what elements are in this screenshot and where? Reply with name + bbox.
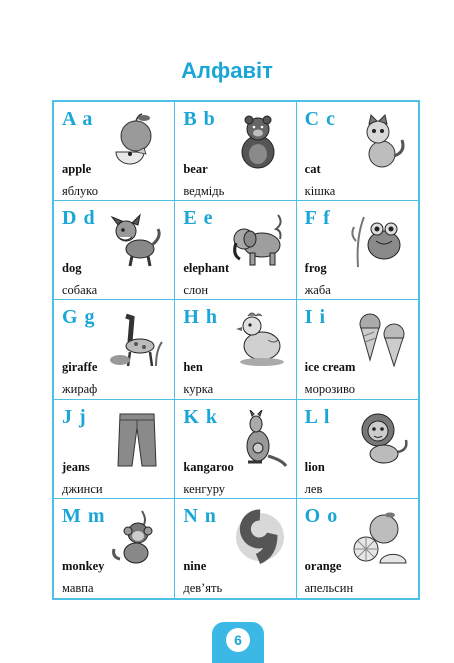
card-letter: F f bbox=[304, 207, 331, 230]
card-translation: джинси bbox=[62, 481, 103, 496]
card-word: nine bbox=[183, 558, 207, 573]
ice-cream-icon bbox=[350, 310, 412, 368]
card-translation: дев’ять bbox=[183, 580, 223, 595]
card-translation: кішка bbox=[304, 184, 336, 198]
jeans-icon bbox=[106, 410, 168, 468]
alphabet-card-c bbox=[297, 102, 418, 201]
card-letter: B b bbox=[183, 108, 216, 130]
giraffe-icon bbox=[106, 310, 168, 368]
card-translation: жаба bbox=[304, 283, 331, 298]
cat-icon bbox=[350, 112, 412, 170]
card-word: kangaroo bbox=[183, 459, 234, 474]
card-word: monkey bbox=[62, 558, 105, 573]
card-word: elephant bbox=[183, 261, 230, 276]
card-translation: собака bbox=[62, 283, 98, 298]
card-letter: H h bbox=[183, 306, 219, 329]
card-letter: O o bbox=[304, 504, 339, 527]
card-word: frog bbox=[304, 261, 327, 276]
alphabet-card-k bbox=[175, 400, 296, 499]
alphabet-card-n bbox=[175, 499, 296, 598]
alphabet-card-b bbox=[175, 102, 296, 201]
monkey-icon bbox=[106, 509, 168, 567]
card-word: orange bbox=[304, 558, 342, 573]
alphabet-card-e bbox=[175, 201, 296, 300]
card-word: giraffe bbox=[62, 360, 98, 375]
card-translation: ведмідь bbox=[183, 184, 225, 198]
orange-icon bbox=[350, 509, 412, 567]
card-translation: морозиво bbox=[304, 382, 356, 397]
card-word: dog bbox=[62, 261, 82, 276]
card-word: ice cream bbox=[304, 360, 356, 375]
hen-icon bbox=[228, 310, 290, 368]
card-translation: апельсин bbox=[304, 580, 354, 595]
card-letter: C c bbox=[304, 108, 336, 130]
page-title: Алфавіт bbox=[181, 58, 273, 83]
card-word: cat bbox=[304, 162, 321, 176]
page-number: 6 bbox=[226, 628, 250, 652]
alphabet-card-f bbox=[297, 201, 418, 300]
card-letter: J j bbox=[62, 405, 87, 428]
card-letter: I i bbox=[304, 306, 326, 329]
alphabet-card-m bbox=[54, 499, 175, 598]
card-word: bear bbox=[183, 162, 208, 176]
alphabet-card-d bbox=[54, 201, 175, 300]
alphabet-card-o bbox=[297, 499, 418, 598]
alphabet-card-g bbox=[54, 300, 175, 399]
card-translation: лев bbox=[304, 481, 323, 496]
kangaroo-icon bbox=[228, 410, 290, 468]
card-letter: G g bbox=[62, 306, 96, 329]
alphabet-card-h bbox=[175, 300, 296, 399]
bear-icon bbox=[228, 112, 290, 170]
card-letter: M m bbox=[62, 504, 106, 527]
card-translation: кенгуру bbox=[183, 481, 226, 496]
lion-icon bbox=[350, 410, 412, 468]
card-word: apple bbox=[62, 162, 92, 176]
alphabet-card-i bbox=[297, 300, 418, 399]
card-translation: слон bbox=[183, 283, 209, 298]
card-word: hen bbox=[183, 360, 203, 375]
card-translation: мавпа bbox=[62, 580, 94, 595]
alphabet-card-j bbox=[54, 400, 175, 499]
card-word: lion bbox=[304, 459, 325, 474]
card-letter: A a bbox=[62, 108, 94, 130]
alphabet-card-l bbox=[297, 400, 418, 499]
nine-icon bbox=[228, 509, 290, 567]
card-word: jeans bbox=[62, 459, 90, 474]
apple-icon bbox=[106, 112, 168, 170]
card-translation: курка bbox=[183, 382, 214, 397]
frog-icon bbox=[350, 211, 412, 269]
card-letter: N n bbox=[183, 504, 217, 527]
card-translation: яблуко bbox=[62, 184, 98, 198]
elephant-icon bbox=[228, 211, 290, 269]
card-letter: K k bbox=[183, 405, 219, 428]
dog-icon bbox=[106, 211, 168, 269]
alphabet-card-a bbox=[54, 102, 175, 201]
card-translation: жираф bbox=[62, 382, 98, 397]
alphabet-grid bbox=[52, 100, 420, 600]
card-letter: L l bbox=[304, 405, 331, 428]
card-letter: D d bbox=[62, 207, 96, 230]
card-letter: E e bbox=[183, 207, 214, 230]
